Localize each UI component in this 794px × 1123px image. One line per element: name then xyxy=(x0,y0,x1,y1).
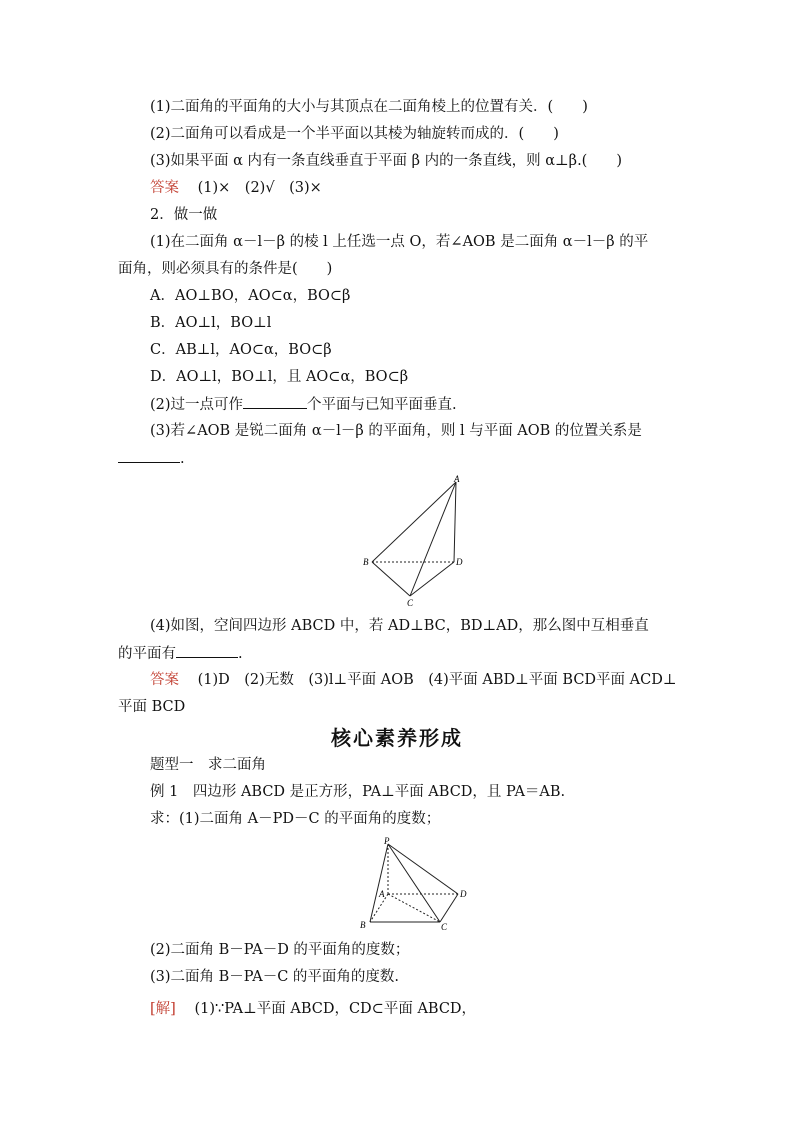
example-ask-1: 求：(1)二面角 A－PD－C 的平面角的度数； xyxy=(150,811,441,827)
answer-label: 答案 xyxy=(150,180,179,196)
q4-post: . xyxy=(238,646,243,662)
option-b: B．AO⊥l，BO⊥l xyxy=(150,315,272,331)
q2-blank xyxy=(243,394,307,409)
practice-answer-text: (1)D (2)无数 (3)l⊥平面 AOB (4)平面 ABD⊥平面 BCD平面 ACD⊥ xyxy=(197,672,677,688)
label-p: P xyxy=(384,836,390,846)
solution-line xyxy=(150,999,476,1019)
answer-text: (1)× (2)√ (3)× xyxy=(197,180,322,196)
example-1: 例 1 四边形 ABCD 是正方形，PA⊥平面 ABCD，且 PA＝AB. xyxy=(150,784,566,800)
edge-ab xyxy=(372,482,456,562)
edge-ac xyxy=(410,482,456,596)
label-b: B xyxy=(363,557,369,567)
judge-q2: (2)二面角可以看成是一个半平面以其棱为轴旋转而成的．( ) xyxy=(150,126,559,142)
judge-q1: (1)二面角的平面角的大小与其顶点在二面角棱上的位置有关．( ) xyxy=(150,99,588,115)
practice-q3-line2 xyxy=(118,448,185,469)
solution-label: [解] xyxy=(150,1001,176,1017)
example-ask-2: (2)二面角 B－PA－D 的平面角的度数； xyxy=(150,942,410,958)
practice-q1-line1: (1)在二面角 α－l－β 的棱 l 上任选一点 O，若∠AOB 是二面角 α－l－β 的平 xyxy=(150,234,649,250)
q3-blank xyxy=(118,448,180,463)
edge-pc xyxy=(388,844,440,922)
practice-heading: 2．做一做 xyxy=(150,207,218,223)
q2-post: 个平面与已知平面垂直. xyxy=(307,397,457,413)
label-c: C xyxy=(441,922,448,932)
edge-pd xyxy=(388,844,458,894)
q4-pre: 的平面有 xyxy=(118,646,176,662)
option-c: C．AB⊥l，AO⊂α，BO⊂β xyxy=(150,342,332,358)
practice-q4-line1: (4)如图，空间四边形 ABCD 中，若 AD⊥BC，BD⊥AD，那么图中互相垂直 xyxy=(150,618,649,634)
label-a: A xyxy=(379,889,385,899)
example-ask-3: (3)二面角 B－PA－C 的平面角的度数. xyxy=(150,969,400,985)
option-a: A．AO⊥BO，AO⊂α，BO⊂β xyxy=(150,288,351,304)
practice-q1-line2: 面角，则必须具有的条件是( ) xyxy=(118,261,333,277)
practice-answer-label: 答案 xyxy=(150,672,179,688)
edge-pb xyxy=(370,844,388,922)
practice-q2 xyxy=(150,394,457,415)
practice-answer-line1 xyxy=(150,670,676,690)
tetrahedron-figure xyxy=(362,474,472,608)
q4-blank xyxy=(176,643,238,658)
pyramid-figure xyxy=(354,836,472,936)
section-title: 核心素养形成 xyxy=(331,726,463,750)
judge-q3: (3)如果平面 α 内有一条直线垂直于平面 β 内的一条直线，则 α⊥β.( ) xyxy=(150,153,622,169)
label-d: D xyxy=(456,557,463,567)
q2-pre: (2)过一点可作 xyxy=(150,397,244,413)
option-d: D．AO⊥l，BO⊥l，且 AO⊂α，BO⊂β xyxy=(150,369,409,385)
practice-q3-line1: (3)若∠AOB 是锐二面角 α－l－β 的平面角，则 l 与平面 AOB 的位置关系是 xyxy=(150,423,642,439)
practice-q4-line2 xyxy=(118,643,243,664)
edge-ad xyxy=(454,482,456,562)
label-d: D xyxy=(460,889,467,899)
practice-answer-line2: 平面 BCD xyxy=(118,699,186,715)
label-a: A xyxy=(454,474,460,484)
edge-bc xyxy=(372,562,410,596)
type1-heading: 题型一 求二面角 xyxy=(150,757,266,773)
judge-answer xyxy=(150,178,322,198)
edge-ac-dashed xyxy=(388,894,440,922)
label-b: B xyxy=(360,920,366,930)
q3-end: . xyxy=(180,451,185,467)
edge-cd xyxy=(440,894,458,922)
solution-text: (1)∵PA⊥平面 ABCD，CD⊂平面 ABCD， xyxy=(194,1001,477,1017)
label-c: C xyxy=(407,598,414,608)
